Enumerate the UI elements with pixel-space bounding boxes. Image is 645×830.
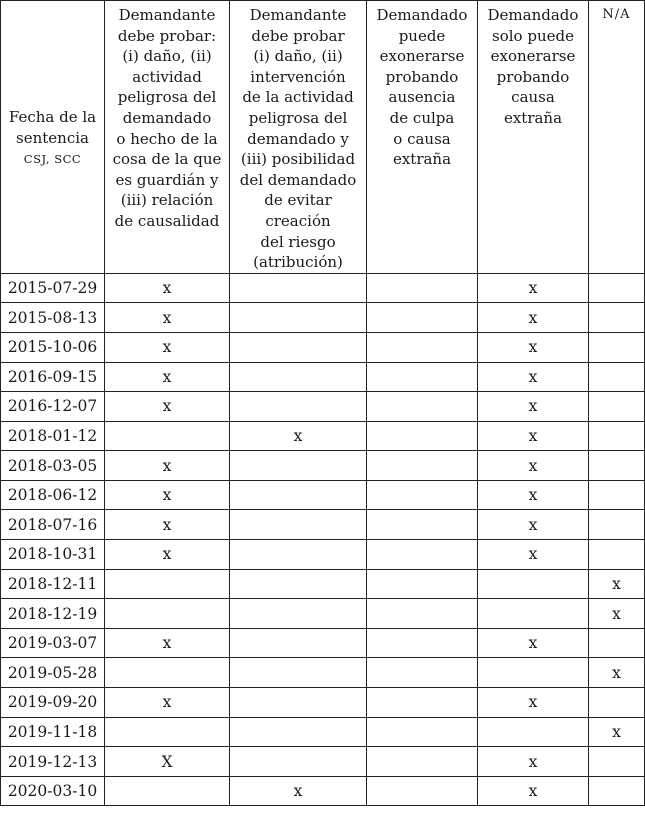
header-line: peligrosa del (117, 88, 217, 107)
table-row (1, 540, 645, 570)
header-line: Demandado (376, 6, 468, 24)
header-line: (iii) posibilidad (240, 150, 356, 169)
header-line: cosa de la que (112, 150, 222, 169)
mark-cell (230, 362, 367, 392)
header-line: solo puede (492, 26, 574, 45)
mark-cell: x (105, 480, 230, 510)
mark-cell (230, 688, 367, 718)
header-line: exonerarse (379, 47, 465, 66)
header-line: probando (496, 67, 570, 86)
mark-cell: x (478, 510, 589, 540)
table-row (1, 421, 645, 451)
mark-cell (589, 628, 645, 658)
mark-cell (230, 451, 367, 481)
mark-cell: x (589, 569, 645, 599)
table-row (1, 480, 645, 510)
date-cell: 2018-10-31 (1, 540, 105, 570)
mark-cell (367, 658, 478, 688)
table-row (1, 392, 645, 422)
header-line: (i) daño, (ii) (253, 47, 343, 66)
mark-cell (478, 717, 589, 747)
header-col1 (105, 1, 230, 274)
mark-cell: x (478, 776, 589, 806)
mark-cell: x (478, 688, 589, 718)
mark-cell (230, 332, 367, 362)
mark-cell: x (478, 332, 589, 362)
mark-cell (589, 273, 645, 303)
mark-cell (230, 273, 367, 303)
mark-cell (367, 480, 478, 510)
mark-cell (230, 392, 367, 422)
mark-cell (105, 569, 230, 599)
header-line: de evitar (264, 191, 332, 210)
mark-cell: x (105, 392, 230, 422)
header-line: (atribución) (253, 253, 343, 272)
header-line: Demandado (487, 6, 579, 24)
table-row (1, 569, 645, 599)
header-line: demandado (122, 108, 212, 127)
mark-cell: x (478, 273, 589, 303)
header-line: demandado y (247, 129, 349, 148)
header-line: debe probar (251, 26, 345, 45)
mark-cell (589, 747, 645, 777)
date-cell: 2018-01-12 (1, 421, 105, 451)
header-line: de culpa (389, 108, 455, 127)
mark-cell (367, 569, 478, 599)
mark-cell (230, 747, 367, 777)
table-row (1, 510, 645, 540)
date-cell: 2018-06-12 (1, 480, 105, 510)
mark-cell (230, 658, 367, 688)
date-cell: 2019-12-13 (1, 747, 105, 777)
mark-cell (367, 510, 478, 540)
mark-cell (367, 273, 478, 303)
mark-cell (589, 688, 645, 718)
mark-cell: x (478, 540, 589, 570)
mark-cell (367, 776, 478, 806)
mark-cell (105, 658, 230, 688)
mark-cell (367, 540, 478, 570)
date-cell: 2020-03-10 (1, 776, 105, 806)
header-line: creación (265, 211, 331, 230)
mark-cell (367, 332, 478, 362)
header-line: intervención (250, 67, 346, 86)
mark-cell: x (478, 451, 589, 481)
header-line: ausencia (388, 88, 456, 107)
mark-cell: x (478, 303, 589, 333)
header-line: (iii) relación (120, 191, 214, 210)
header-date: Fecha de la sentencia CSJ, SCC (1, 1, 105, 274)
header-line: actividad (132, 67, 202, 86)
mark-cell (367, 717, 478, 747)
mark-cell (105, 421, 230, 451)
mark-cell (230, 717, 367, 747)
header-line: del riesgo (260, 232, 336, 251)
date-cell: 2018-03-05 (1, 451, 105, 481)
mark-cell: x (105, 273, 230, 303)
mark-cell: x (589, 658, 645, 688)
header-line: causa (511, 88, 555, 107)
mark-cell (367, 688, 478, 718)
mark-cell: x (105, 332, 230, 362)
header-line: o hecho de la (116, 129, 218, 148)
table-row (1, 688, 645, 718)
mark-cell (230, 540, 367, 570)
mark-cell: x (230, 421, 367, 451)
mark-cell (589, 451, 645, 481)
mark-cell (478, 599, 589, 629)
mark-cell (367, 451, 478, 481)
mark-cell (230, 510, 367, 540)
mark-cell (367, 421, 478, 451)
mark-cell: x (478, 480, 589, 510)
mark-cell (230, 303, 367, 333)
table-row (1, 628, 645, 658)
header-line: del demandado (239, 170, 357, 189)
mark-cell (367, 362, 478, 392)
date-cell: 2015-07-29 (1, 273, 105, 303)
date-cell: 2016-09-15 (1, 362, 105, 392)
table-row (1, 658, 645, 688)
header-line: extraña (503, 108, 563, 127)
header-line: (i) daño, (ii) (122, 47, 212, 66)
mark-cell (589, 332, 645, 362)
mark-cell: x (105, 628, 230, 658)
table-row (1, 717, 645, 747)
header-line: o causa (393, 129, 451, 148)
mark-cell (230, 480, 367, 510)
mark-cell: x (478, 747, 589, 777)
mark-cell (589, 510, 645, 540)
header-line: probando (385, 67, 459, 86)
mark-cell: x (478, 421, 589, 451)
header-line: peligrosa del (248, 108, 348, 127)
mark-cell: x (589, 599, 645, 629)
date-cell: 2019-11-18 (1, 717, 105, 747)
date-cell: 2018-12-11 (1, 569, 105, 599)
mark-cell (230, 569, 367, 599)
table-row (1, 303, 645, 333)
table-row (1, 362, 645, 392)
mark-cell: x (478, 628, 589, 658)
date-cell: 2015-08-13 (1, 303, 105, 333)
mark-cell (367, 628, 478, 658)
header-line: de causalidad (114, 211, 220, 230)
date-cell: 2015-10-06 (1, 332, 105, 362)
header-line: Demandante (118, 6, 216, 24)
mark-cell: x (589, 717, 645, 747)
header-row (1, 1, 645, 274)
header-col2 (230, 1, 367, 274)
mark-cell: x (478, 362, 589, 392)
table-body (1, 273, 645, 806)
table-row (1, 599, 645, 629)
date-cell: 2018-12-19 (1, 599, 105, 629)
mark-cell (589, 480, 645, 510)
mark-cell (589, 303, 645, 333)
table-row (1, 747, 645, 777)
date-cell: 2018-07-16 (1, 510, 105, 540)
mark-cell: x (478, 392, 589, 422)
mark-cell: x (105, 540, 230, 570)
date-cell: 2016-12-07 (1, 392, 105, 422)
mark-cell (367, 747, 478, 777)
table-row (1, 451, 645, 481)
date-cell: 2019-03-07 (1, 628, 105, 658)
header-line: Demandante (249, 6, 347, 24)
mark-cell: x (105, 688, 230, 718)
mark-cell (589, 776, 645, 806)
mark-cell: x (105, 451, 230, 481)
mark-cell (105, 717, 230, 747)
mark-cell (105, 776, 230, 806)
mark-cell: x (105, 510, 230, 540)
mark-cell (367, 599, 478, 629)
header-line: de la actividad (242, 88, 354, 107)
header-line: puede (398, 26, 446, 45)
date-cell: 2019-05-28 (1, 658, 105, 688)
mark-cell (478, 658, 589, 688)
header-na: N/A (589, 1, 645, 274)
mark-cell: x (230, 776, 367, 806)
table-row (1, 776, 645, 806)
mark-cell (589, 362, 645, 392)
date-cell: 2019-09-20 (1, 688, 105, 718)
mark-cell: x (105, 362, 230, 392)
mark-cell (478, 569, 589, 599)
mark-cell (367, 392, 478, 422)
header-line: exonerarse (490, 47, 576, 66)
header-col3 (367, 1, 478, 274)
mark-cell (367, 303, 478, 333)
table-row (1, 332, 645, 362)
mark-cell (589, 540, 645, 570)
mark-cell: x (105, 303, 230, 333)
mark-cell (230, 599, 367, 629)
mark-cell (105, 599, 230, 629)
header-line: extraña (392, 150, 452, 169)
mark-cell (589, 392, 645, 422)
mark-cell (589, 421, 645, 451)
header-col4 (478, 1, 589, 274)
header-line: es guardián y (115, 170, 219, 189)
table-row (1, 273, 645, 303)
mark-cell: X (105, 747, 230, 777)
header-line: debe probar: (117, 26, 217, 45)
mark-cell (230, 628, 367, 658)
